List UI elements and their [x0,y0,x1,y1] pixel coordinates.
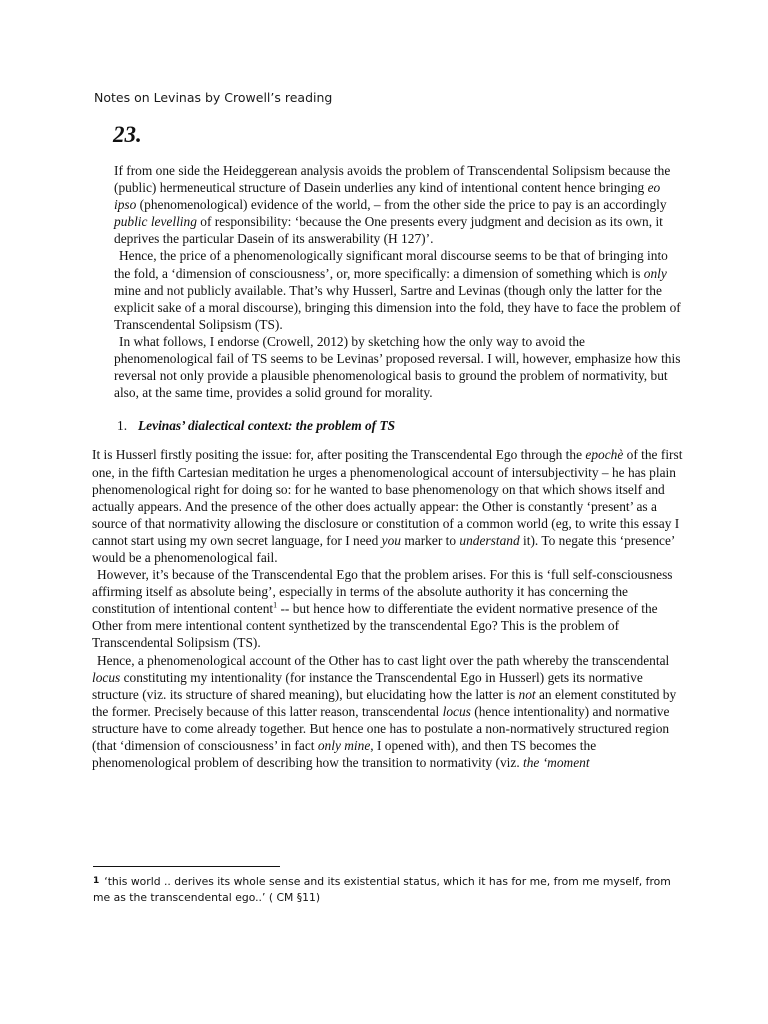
section-heading [92,417,684,434]
text-run: If from one side the Heideggerean analysis avoids the problem of Transcendental Solipsism because the (public) hermeneutical structure of Dasein underlies any kind of intentional content hence bringing [114,163,671,196]
text-run: of the first one, in the fifth Cartesian meditation he urges a phenomenological account of intersubjectivity – he has plain phenomenological right for doing so: for he wanted to base phenomenology on that which shows itself and actually appears. And the presence of the other does actually appear: the Other is constantly ‘present’ as a source of that normativity allowing the disclosure or constitution of a common world (eg, to write this essay I cannot start using my own secret language, for I need [92,447,683,548]
text-run: mine and not publicly available. That’s why Husserl, Sartre and Levinas (though only the latter for the explicit sake of a moral discourse), bringing this dimension into the fold, they have to face the problem of Transcendental Solipsism (TS). [114,282,681,332]
footnote-marker: 1 [93,876,100,886]
italic-term: epochè [585,447,624,463]
intro-paragraph-1 [114,162,684,247]
italic-term: locus [442,703,471,719]
italic-term: you [381,532,402,548]
text-run: of responsibility: ‘because the One presents every judgment and decision as its own, it deprives the particular Dasein of its answerability (H 127)’. [114,214,663,247]
section-heading-title: Levinas’ dialectical context: the problem of TS [138,418,396,434]
document-body [92,162,684,771]
italic-term: eo ipso [114,180,661,213]
intro-paragraph-2 [114,247,684,332]
text-run: It is Husserl firstly positing the issue: for, after positing the Transcendental Ego through the [92,447,586,463]
italic-term: public levelling [114,214,197,230]
text-run: (hence intentionality) and normative structure have to come already together. But hence one has to postulate a non-normatively structured region (that ‘dimension of consciousness’ in fact [92,703,670,753]
footnote-text: ‘this world .. derives its whole sense and its existential status, which it has for me, from me myself, from me as the transcendental ego..’ ( CM §11) [93,875,671,904]
text-run: Hence, the price of a phenomenologically significant moral discourse seems to be that of bringing into the fold, a ‘dimension of consciousness’, or, more specifically: a dimension of something which is [114,248,668,281]
italic-term: locus [92,669,121,685]
text-run: an element constituted by the former. Precisely because of this latter reason, transcendental [92,686,677,719]
italic-term: not [518,686,536,702]
italic-term: the ‘moment [523,755,590,771]
text-run: constituting my intentionality (for instance the Transcendental Ego in Husserl) gets its normative structure (viz. its structure of shared meaning), but elucidating how the latter is [92,669,643,702]
footnote-reference[interactable]: 1 [273,600,278,610]
text-run: it). To negate this ‘presence’ would be a phenomenological fail. [92,532,675,565]
main-paragraph-1 [92,446,684,566]
intro-block [92,162,684,401]
footnote [93,873,683,906]
text-run: , I opened with), and then TS becomes the phenomenological problem of describing how the transition to normativity (viz. [92,738,597,771]
text-run: (phenomenological) evidence of the world, – from the other side the price to pay is an accordingly [136,197,667,213]
text-run: Hence, a phenomenological account of the Other has to cast light over the path whereby the transcendental [97,652,670,668]
text-run: marker to [401,532,460,548]
text-run: -- but hence how to differentiate the evident normative presence of the Other from mere intentional content synthetized by the transcendental Ego? This is the problem of Transcendental Solipsism (TS). [92,601,658,651]
main-paragraph-2 [92,566,684,651]
italic-term: understand [459,532,520,548]
section-number: 23. [113,122,142,147]
section-heading-number: 1. [117,418,128,434]
intro-paragraph-3: In what follows, I endorse (Crowell, 2012) by sketching how the only way to avoid the phenomenological fail of TS seems to be Levinas’ proposed reversal. I will, however, emphasize how this reversal not only provide a plausible phenomenological basis to ground the problem of normativity, but also, at the same time, provides a solid ground for morality. [114,333,681,401]
italic-term: only [643,265,667,281]
italic-term: only mine [317,738,371,753]
main-paragraph-3 [92,652,684,772]
document-header: Notes on Levinas by Crowell’s reading [94,90,333,105]
text-run: However, it’s because of the Transcendental Ego that the problem arises. For this is ‘full self-consciousness affirming itself as absolute being’, especially in terms of the absolute authority it has concerning the constitution of intentional content [92,567,673,617]
footnote-divider [93,866,280,867]
